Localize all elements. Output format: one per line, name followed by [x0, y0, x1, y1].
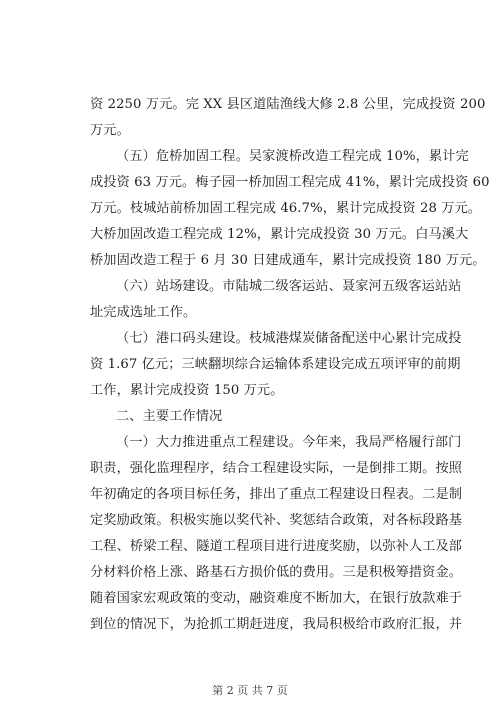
text-line: 随着国家宏观政策的变动，融资难度不断加大，在银行放款难于 — [90, 591, 463, 606]
paragraph-heading-line: （五）危桥加固工程。吴家渡桥改造工程完成 10%，累计完 — [116, 149, 469, 164]
text-line: 工程、桥梁工程、隧道工程项目进行进度奖励，以弥补人工及部 — [90, 539, 463, 554]
text-line: 成投资 63 万元。梅子园一桥加固工程完成 41%，累计完成投资 60 — [90, 175, 490, 190]
text-line: 到位的情况下，为抢抓工期赶进度，我局积极给市政府汇报，并 — [90, 617, 463, 632]
text-line: 万元。 — [90, 123, 130, 138]
text-line: 定奖励政策。积极实施以奖代补、奖惩结合政策，对各标段路基 — [90, 513, 463, 528]
paragraph-heading-line: （一）大力推进重点工程建设。今年来，我局严格履行部门 — [116, 435, 462, 450]
section-heading: 二、主要工作情况 — [116, 409, 223, 424]
text-line: 桥加固改造工程于 6 月 30 日建成通车，累计完成投资 180 万元。 — [90, 253, 486, 268]
text-line: 址完成选址工作。 — [90, 305, 197, 320]
text-line: 万元。枝城站前桥加固工程完成 46.7%，累计完成投资 28 万元。 — [90, 201, 482, 216]
page-number-footer: 第 2 页 共 7 页 — [212, 684, 288, 697]
text-line: 大桥加固改造工程完成 12%，累计完成投资 30 万元。白马溪大 — [90, 227, 469, 242]
document-body — [90, 92, 490, 638]
text-line: 工作，累计完成投资 150 万元。 — [90, 383, 284, 398]
text-line: 资 2250 万元。完 XX 县区道陆渔线大修 2.8 公里，完成投资 200 — [90, 97, 486, 112]
text-line: 职责，强化监理程序，结合工程建设实际，一是倒排工期。按照 — [90, 461, 463, 476]
paragraph-heading-line: （六）站场建设。市陆城二级客运站、聂家河五级客运站站 — [116, 279, 462, 294]
text-line: 年初确定的各项目标任务，排出了重点工程建设日程表。二是制 — [90, 487, 463, 502]
text-line: 分材料价格上涨、路基石方损价低的费用。三是积极筹措资金。 — [90, 565, 463, 580]
paragraph-heading-line: （七）港口码头建设。枝城港煤炭储备配送中心累计完成投 — [116, 331, 462, 346]
text-line: 资 1.67 亿元；三峡翻坝综合运输体系建设完成五项评审的前期 — [90, 357, 461, 372]
